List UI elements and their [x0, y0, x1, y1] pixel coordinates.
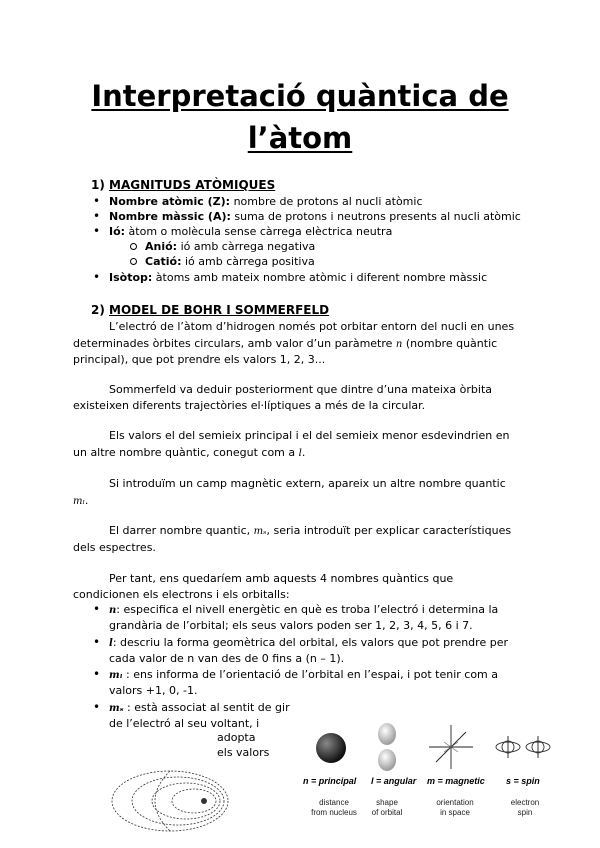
figure-caption-magnetic: orientation in space — [436, 798, 474, 817]
bullet-dot: • — [93, 224, 101, 238]
figure-caption-spin: electron spin — [510, 798, 540, 817]
sub-bullet-circle — [130, 258, 137, 265]
list-item-isotope: Isòtop: àtoms amb mateix nombre atòmic i diferent nombre màssic — [109, 271, 488, 284]
bullet-l-line-2: cada valor de n van des de 0 fins a (n – 1). — [109, 652, 345, 665]
bullet-ml-line-2: valors +1, 0, -1. — [109, 684, 198, 697]
bullet-ms-line-2: de l’electró al seu voltant, i — [109, 717, 260, 730]
paragraph-bohr-line-3: principal), que pot prendre els valors 1, 2, 3... — [73, 353, 326, 366]
bullet-dot: • — [93, 209, 101, 223]
list-item-atomic-number: Nombre atòmic (Z): nombre de protons al nucli atòmic — [109, 195, 423, 208]
page-title-line-1: Interpretació quàntica de — [91, 79, 509, 113]
section2-heading: MODEL DE BOHR I SOMMERFELD — [109, 303, 330, 317]
paragraph-semiaxis-line-1: Els valors el del semieix principal i el del semieix menor esdevindrien en — [109, 429, 510, 442]
paragraph-summary-line-1: Per tant, ens quedaríem amb aquests 4 nombres quàntics que — [109, 572, 454, 585]
list-item-cation: Catió: ió amb càrrega positiva — [145, 255, 315, 268]
paragraph-bohr-line-1: L’electró de l’àtom d’hidrogen només pot orbitar entorn del nucli en unes — [109, 320, 515, 333]
page-title-line-2: l’àtom — [247, 121, 353, 155]
paragraph-sommerfeld-line-1: Sommerfeld va deduir posteriorment que dintre d’una mateixa òrbita — [109, 383, 492, 396]
bullet-ms-line-1: mₛ : està associat al sentit de gir — [109, 701, 290, 714]
paragraph-summary-line-2: condicionen els electrons i els orbitalls: — [73, 588, 290, 601]
bullet-l-line-1: l: descriu la forma geomètrica del orbital, els valors que pot prendre per — [109, 636, 508, 649]
paragraph-magnetic-line-2: mₗ. — [73, 494, 89, 507]
list-item-mass-number: Nombre màssic (A): suma de protons i neutrons presents al nucli atòmic — [109, 210, 521, 223]
bullet-dot: • — [93, 270, 101, 284]
bullet-n-line-1: n: especifica el nivell energètic en què es troba l’electró i determina la — [109, 603, 499, 616]
paragraph-magnetic-line-1: Si introduïm un camp magnètic extern, apareix un altre nombre quantic — [109, 477, 506, 490]
angular-orbital-icon — [370, 722, 404, 772]
section1-number: 1) — [91, 178, 105, 192]
list-item-ion: Ió: àtom o molècula sense càrrega elèctrica neutra — [109, 225, 393, 238]
paragraph-spin-line-2: dels espectres. — [73, 541, 156, 554]
section2-number: 2) — [91, 303, 105, 317]
bullet-dot: • — [93, 602, 101, 616]
bullet-ml-line-1: mₗ : ens informa de l’orientació de l’orbital en l’espai, i pot tenir com a — [109, 668, 499, 681]
paragraph-spin-line-1: El darrer nombre quantic, mₛ, seria introduït per explicar característiques — [109, 524, 512, 537]
bullet-ms-line-3: adopta — [217, 731, 256, 744]
principal-orbital-icon — [313, 730, 349, 766]
paragraph-semiaxis-line-2: un altre nombre quàntic, conegut com a l. — [73, 446, 306, 459]
sub-bullet-circle — [130, 243, 137, 250]
bullet-dot: • — [93, 194, 101, 208]
figure-label-angular: l = angular — [371, 776, 417, 786]
bullet-ms-line-4: els valors — [217, 746, 270, 759]
bullet-dot: • — [93, 635, 101, 649]
electron-spin-icon — [493, 732, 553, 762]
paragraph-sommerfeld-line-2: existeixen diferents trajectòries el·líptiques a més de la circular. — [73, 399, 426, 412]
magnetic-orientation-icon — [426, 722, 476, 772]
bullet-dot: • — [93, 667, 101, 681]
elliptical-orbits-illustration — [100, 765, 240, 835]
figure-caption-angular: shape of orbital — [371, 798, 403, 817]
figure-label-magnetic: m = magnetic — [427, 776, 485, 786]
section1-heading: MAGNITUDS ATÒMIQUES — [109, 178, 276, 192]
paragraph-bohr-line-2: determinades òrbites circulars, amb valor d’un paràmetre n (nombre quàntic — [73, 337, 498, 350]
bullet-n-line-2: grandària de l’orbital; els seus valors poden ser 1, 2, 3, 4, 5, 6 i 7. — [109, 619, 473, 632]
figure-caption-principal: distance from nucleus — [311, 798, 357, 817]
figure-label-principal: n = principal — [303, 776, 357, 786]
bullet-dot: • — [93, 700, 101, 714]
figure-label-spin: s = spin — [506, 776, 540, 786]
list-item-anion: Anió: ió amb càrrega negativa — [145, 240, 316, 253]
